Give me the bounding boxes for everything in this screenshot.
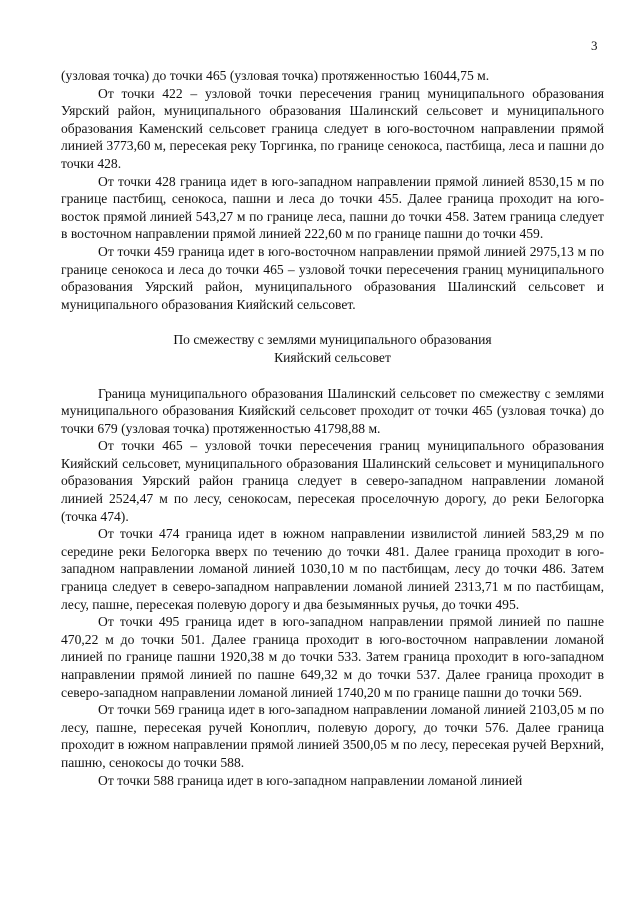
document-body <box>61 67 604 789</box>
section-heading <box>61 331 604 366</box>
paragraph: От точки 422 – узловой точки пересечения границ муниципального образования Уярский район, муниципального образования Шалинский сельсовет и муниципального образования Каменский сельсовет граница следует в юго-восточном направлении прямой линией 3773,60 м, пересекая реку Торгинка, по границе сенокоса, пастбища, леса и пашни до точки 428. <box>61 85 604 171</box>
paragraph: От точки 474 граница идет в южном направлении извилистой линией 583,29 м по середине реки Белогорка вверх по течению до точки 481. Далее граница проходит в юго-западном направлении ломаной линией 1030,10 м по пастбищам, лесу до точки 486. Затем граница следует в северо-западном направлении ломаной линией 2313,71 м по пастбищам, лесу, пашне, пересекая полевую дорогу и два безымянных ручья, до точки 495. <box>61 526 604 612</box>
paragraph: От точки 465 – узловой точки пересечения границ муниципального образования Кияйский сельсовет, муниципального образования Шалинский сельсовет и муниципального образования Уярский район граница следует в северо-западном направлении ломаной линией 2524,47 м по лесу, сенокосам, пересекая проселочную дорогу, до реки Белогорка (точка 474). <box>61 438 604 524</box>
paragraph: От точки 428 граница идет в юго-западном направлении прямой линией 8530,15 м по границе пастбищ, сенокоса, пашни и леса до точки 455. Далее граница проходит на юго-восток прямой линией 543,27 м по границе леса, пашни до точки 458. Затем граница следует в восточном направлении прямой линией 222,60 м по границе пашни до точки 459. <box>61 173 604 242</box>
paragraph: Граница муниципального образования Шалинский сельсовет по смежеству с землями муниципального образования Кияйский сельсовет проходит от точки 465 (узловая точка) до точки 679 (узловая точка) протяженностью 41798,88 м. <box>61 385 604 436</box>
paragraph: От точки 569 граница идет в юго-западном направлении ломаной линией 2103,05 м по лесу, пашне, пересекая ручей Коноплич, полевую дорогу, до точки 576. Далее граница проходит в южном направлении прямой линией 3500,05 м по лесу, пересекая ручей Верхний, пашню, сенокосы до точки 588. <box>61 702 604 770</box>
paragraph: От точки 588 граница идет в юго-западном направлении ломаной линией <box>98 772 523 788</box>
paragraph: (узловая точка) до точки 465 (узловая точка) протяженностью 16044,75 м. <box>61 68 490 83</box>
section-heading-line: По смежеству с землями муниципального образования <box>173 332 492 348</box>
section-heading-line: Кияйский сельсовет <box>274 349 391 365</box>
paragraph: От точки 459 граница идет в юго-восточном направлении прямой линией 2975,13 м по границе сенокоса и леса до точки 465 – узловой точки пересечения границ муниципального образования Уярский район, муниципального образования Шалинский сельсовет и муниципального образования Кияйский сельсовет. <box>61 243 604 312</box>
paragraph: От точки 495 граница идет в юго-западном направлении прямой линией по пашне 470,22 м до точки 501. Далее граница проходит в юго-восточном направлении ломаной линией по границе пашни 1920,38 м до точки 533. Затем граница проходит в юго-западном направлении прямой линией по пашне 649,32 м до точки 537. Далее граница проходит в северо-западном направлении ломаной линией 1740,20 м по границе пашни до точки 569. <box>61 614 604 700</box>
page-number: 3 <box>591 38 598 53</box>
